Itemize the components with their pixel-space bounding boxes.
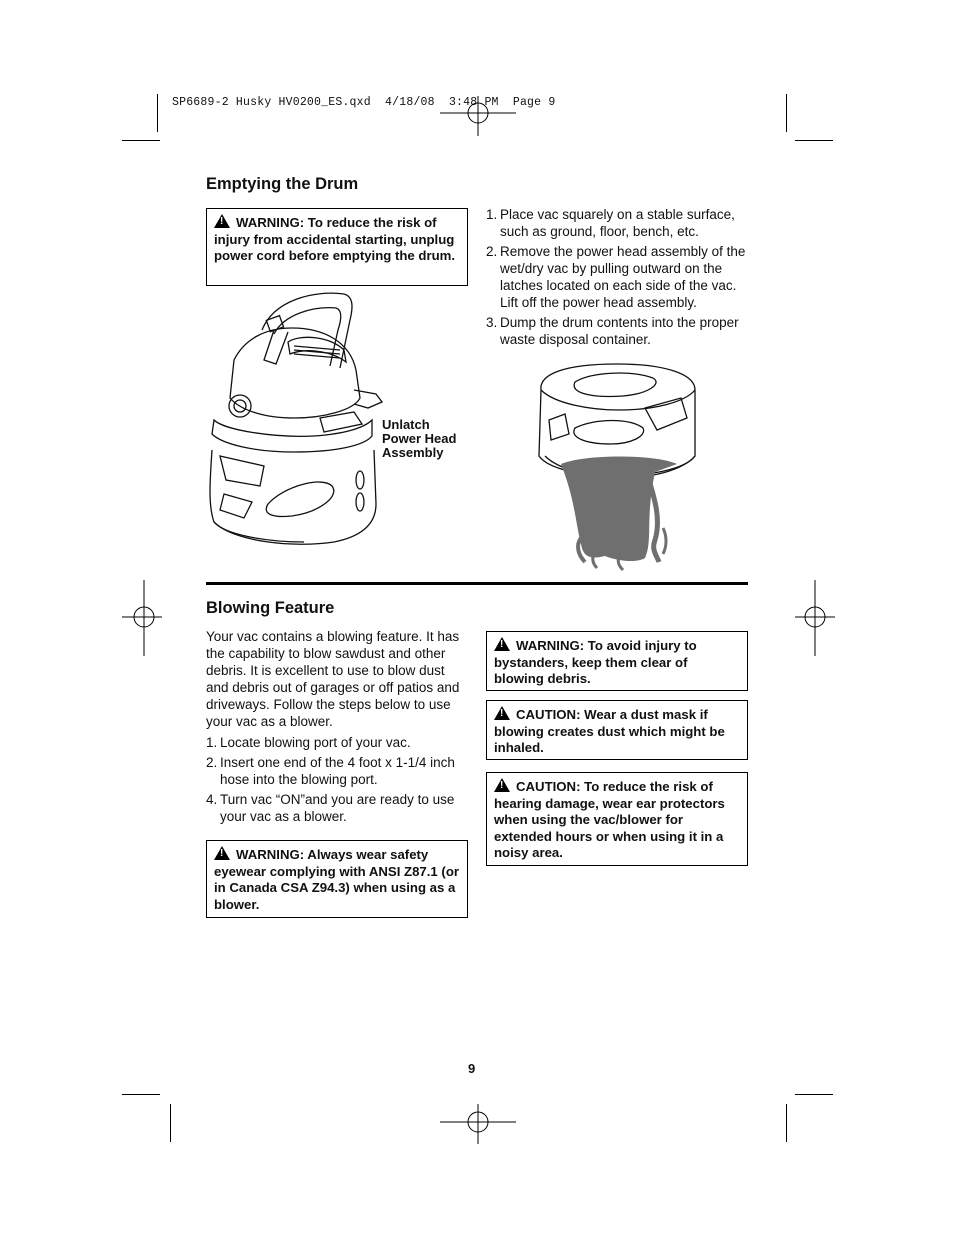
page-number: 9 [468, 1061, 476, 1076]
list-item: 1. Place vac squarely on a stable surface, such as ground, floor, bench, etc. [486, 207, 735, 239]
warning-triangle-icon [214, 214, 230, 228]
warning-text: WARNING: To reduce the risk of injury from accidental starting, unplug power cord before emptying the drum. [214, 215, 456, 263]
warning-triangle-icon [494, 637, 510, 651]
warning-triangle-icon [494, 778, 510, 792]
vacuum-unlatch-illustration [204, 290, 384, 550]
warning-box-unplug [206, 208, 468, 286]
section-title-emptying: Emptying the Drum [206, 175, 359, 193]
registration-mark-right [795, 580, 835, 656]
warning-text: WARNING: Always wear safety eyewear complying with ANSI Z87.1 (or in Canada CSA Z94.3) when using as a blower. [214, 847, 460, 912]
list-item: 2. Insert one end of the 4 foot x 1-1/4 inch hose into the blowing port. [206, 755, 455, 787]
warning-triangle-icon [214, 846, 230, 860]
list-item: 3. Dump the drum contents into the proper waste disposal container. [486, 315, 739, 347]
warning-box-eyewear [206, 840, 468, 918]
warning-box-bystanders [486, 631, 748, 691]
registration-mark-bottom [440, 1104, 516, 1144]
list-item: 4. Turn vac “ON”and you are ready to use your vac as a blower. [206, 792, 455, 824]
caution-box-hearing [486, 772, 748, 866]
blowing-intro: Your vac contains a blowing feature. It has the capability to blow sawdust and other debris. It is excellent to use to blow dust and debris out of garages or off patios and driveways. Follow the steps below to use your vac as a blower. [206, 629, 460, 729]
drum-dumping-illustration [535, 360, 701, 572]
registration-mark-top [440, 96, 516, 136]
emptying-steps [486, 206, 750, 351]
registration-mark-left [122, 580, 162, 656]
figure-label-unlatch: Unlatch Power Head Assembly [382, 417, 457, 460]
warning-triangle-icon [494, 706, 510, 720]
section-title-blowing: Blowing Feature [206, 599, 335, 617]
caution-box-dust-mask [486, 700, 748, 760]
list-item: 1. Locate blowing port of your vac. [206, 735, 411, 750]
blowing-steps [206, 734, 472, 828]
section-divider [206, 582, 748, 585]
list-item: 2. Remove the power head assembly of the wet/dry vac by pulling outward on the latches located on each side of the vac. Lift off the power head assembly. [486, 244, 746, 310]
caution-text: CAUTION: Wear a dust mask if blowing creates dust which might be inhaled. [494, 707, 725, 755]
warning-text: WARNING: To avoid injury to bystanders, keep them clear of blowing debris. [494, 638, 697, 686]
caution-text: CAUTION: To reduce the risk of hearing damage, wear ear protectors when using the vac/blower for extended hours or when using it in a noisy area. [494, 779, 725, 860]
file-slug: SP6689-2 Husky HV0200_ES.qxd 4/18/08 3:48 PM Page 9 [172, 96, 556, 109]
